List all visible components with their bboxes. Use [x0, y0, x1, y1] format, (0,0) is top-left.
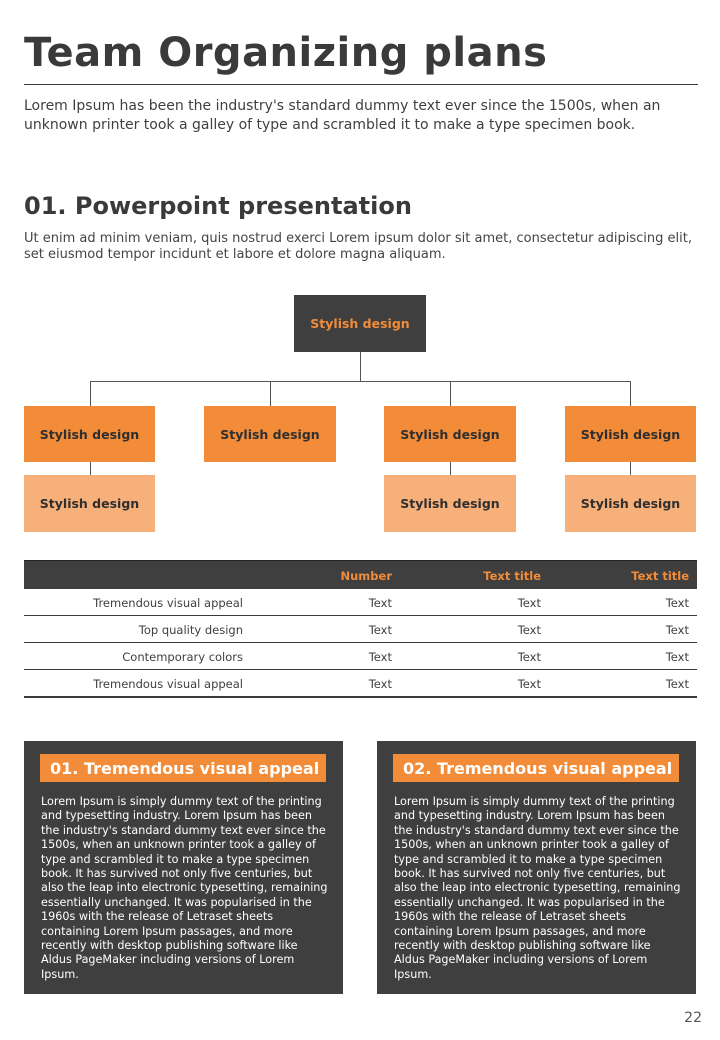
table-row: [24, 616, 697, 643]
org-level1-box: Stylish design: [565, 406, 696, 462]
table-header-cell: Text title: [483, 569, 541, 583]
intro-paragraph: Lorem Ipsum has been the industry's standard dummy text ever since the 1500s, when an unknown printer took a galley of type and scrambled it to make a type specimen book.: [24, 98, 661, 133]
org-level2-box: Stylish design: [384, 475, 516, 532]
table-header-cell: Text title: [631, 569, 689, 583]
table-cell: Text: [665, 623, 689, 637]
section-heading: 01. Powerpoint presentation: [24, 192, 412, 220]
connector-line: [90, 381, 91, 406]
table-row: [24, 589, 697, 616]
table-cell-label: Top quality design: [138, 623, 243, 637]
table-cell-label: Tremendous visual appeal: [93, 677, 243, 691]
table-cell: Text: [665, 596, 689, 610]
table-cell: Text: [517, 677, 541, 691]
org-root-box: Stylish design: [294, 295, 426, 352]
org-level1-box: Stylish design: [24, 406, 155, 462]
table-cell: Text: [665, 677, 689, 691]
info-card: [24, 741, 343, 994]
connector-line: [630, 381, 631, 406]
connector-line: [90, 462, 91, 475]
table-cell: Text: [368, 650, 392, 664]
table-header-cell: Number: [340, 569, 392, 583]
table-cell: Text: [517, 623, 541, 637]
page-number: 22: [684, 1010, 702, 1026]
table-cell-label: Contemporary colors: [122, 650, 243, 664]
title-divider: [24, 84, 698, 85]
table-cell: Text: [665, 650, 689, 664]
table-cell: Text: [517, 596, 541, 610]
page-title: Team Organizing plans: [24, 30, 548, 76]
org-level1-box: Stylish design: [204, 406, 336, 462]
table-row: [24, 670, 697, 698]
connector-line: [450, 462, 451, 475]
table-cell: Text: [368, 596, 392, 610]
table-row: [24, 643, 697, 670]
section-subtext: Ut enim ad minim veniam, quis nostrud exerci Lorem ipsum dolor sit amet, consectetur adipiscing elit, set eiusmod tempor incidunt et labore et dolore magna aliquam.: [24, 231, 692, 262]
table-cell: Text: [368, 677, 392, 691]
connector-line: [90, 381, 631, 382]
card-body: Lorem Ipsum is simply dummy text of the printing and typesetting industry. Lorem Ipsum has been the industry's standard dummy text ever since the 1500s, when an unknown printer took a galley of type and scrambled it to make a type specimen book. It has survived not only five centuries, but also the leap into electronic typesetting, remaining essentially unchanged. It was popularised in the 1960s with the release of Letraset sheets containing Lorem Ipsum passages, and more recently with desktop publishing software like Aldus PageMaker including versions of Lorem Ipsum.: [41, 795, 328, 981]
card-body: Lorem Ipsum is simply dummy text of the printing and typesetting industry. Lorem Ipsum has been the industry's standard dummy text ever since the 1500s, when an unknown printer took a galley of type and scrambled it to make a type specimen book. It has survived not only five centuries, but also the leap into electronic typesetting, remaining essentially unchanged. It was popularised in the 1960s with the release of Letraset sheets containing Lorem Ipsum passages, and more recently with desktop publishing software like Aldus PageMaker including versions of Lorem Ipsum.: [394, 795, 681, 981]
card-title: 01. Tremendous visual appeal: [40, 754, 326, 782]
connector-line: [270, 381, 271, 406]
table-cell-label: Tremendous visual appeal: [93, 596, 243, 610]
data-table: [24, 560, 697, 698]
connector-line: [360, 352, 361, 381]
table-cell: Text: [368, 623, 392, 637]
connector-line: [450, 381, 451, 406]
org-level1-box: Stylish design: [384, 406, 516, 462]
card-title: 02. Tremendous visual appeal: [393, 754, 679, 782]
org-level2-box: Stylish design: [24, 475, 155, 532]
org-level2-box: Stylish design: [565, 475, 696, 532]
connector-line: [630, 462, 631, 475]
info-card: [377, 741, 696, 994]
table-cell: Text: [517, 650, 541, 664]
table-header-row: [24, 560, 697, 589]
